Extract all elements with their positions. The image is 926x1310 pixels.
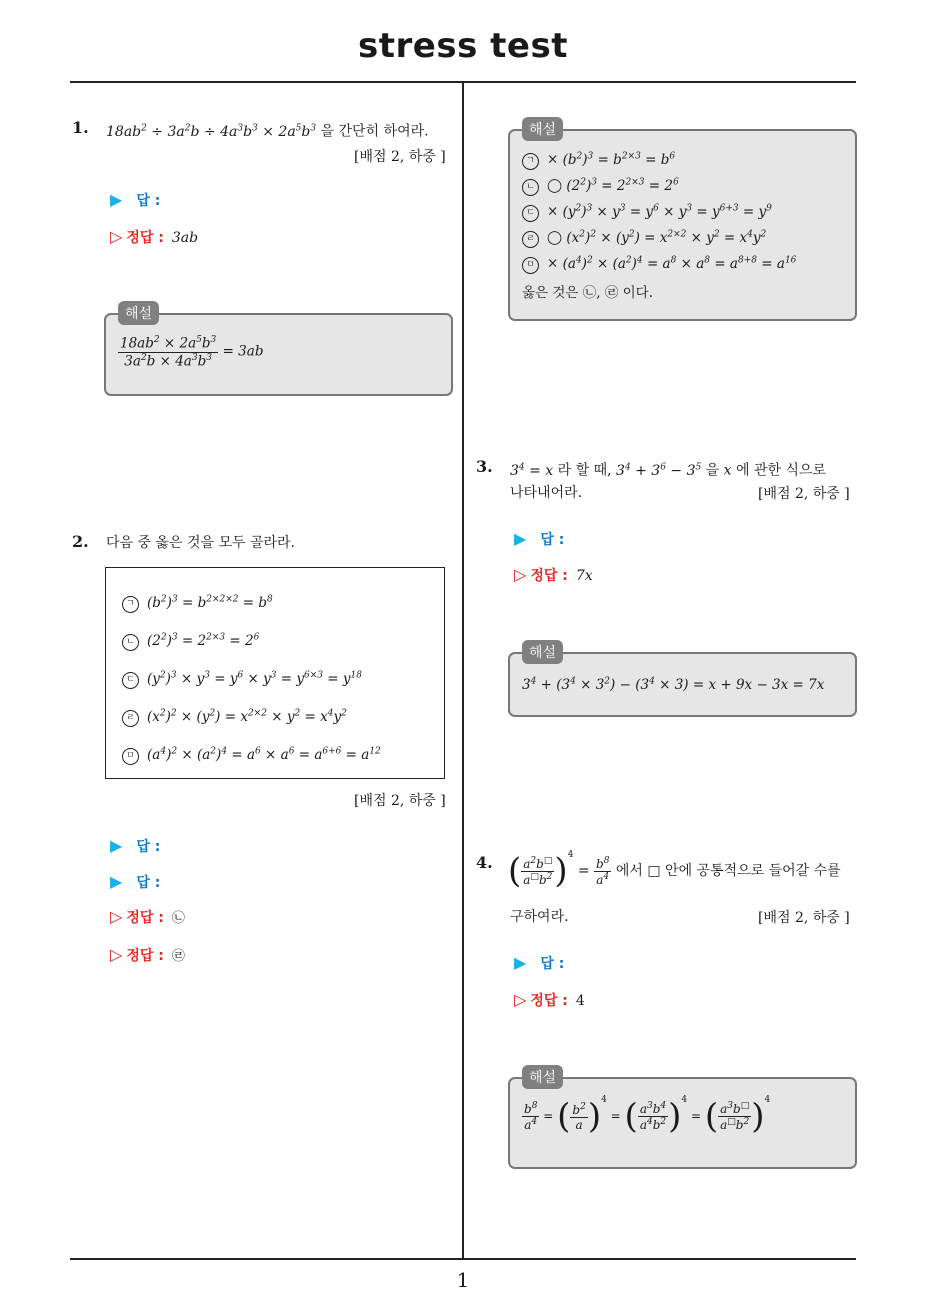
page-number: 1 [456,1268,470,1292]
choice-3: ㄷ $(y^2)^3 \times y^3 = y^6 \times y^3 = y^{6\times 3} = y^{18}$ [122,670,362,689]
question-3-number: 3. [476,457,493,476]
play-triangle-icon: ▶ [110,836,123,855]
explanation-tag: 해설 [522,1065,563,1089]
question-3-correct-answer: ▷ 정답 : 7x [514,565,593,584]
footer-rule [70,1258,856,1260]
question-2-correct-answer-2: ▷ 정답 : ㉣ [110,945,185,964]
question-1-explanation-box [104,306,453,396]
outline-triangle-icon: ▷ [110,227,123,246]
question-3-text: $3^4 = x$ 라 할 때, $3^4 + 3^6 - 3^5$ 을 x 에 관한 식으로 [510,462,827,479]
question-4-explanation: $\frac{b^8}{a^4}$ = ( $\frac{b^2}{a}$ )$^4$ = ( $\frac{a^3b^4}{a^4b^2}$ )$^4$ = ( $\frac{a^3b^□}{a^□b^2}$ )$^4$ [524,1095,771,1137]
explanation-line-1: ㄱ × $(b^2)^3 = b^{2\times 3} = b^6$ [522,151,675,170]
outline-triangle-icon: ▷ [110,945,123,964]
question-2-answer-field-1[interactable]: ▶ 답 : [110,836,161,855]
explanation-tag: 해설 [522,117,563,141]
choice-2: ㄴ $(2^2)^3 = 2^{2\times 3} = 2^6$ [122,632,259,651]
explanation-line-3: ㄷ × $(y^2)^3 \times y^3 = y^6 \times y^3 = y^{6+3} = y^9$ [522,203,772,222]
outline-triangle-icon: ▷ [514,565,527,584]
question-4-number: 4. [476,853,493,872]
play-triangle-icon: ▶ [110,190,123,209]
outline-triangle-icon: ▷ [514,990,527,1009]
question-1-correct-answer: ▷ 정답 : 3ab [110,227,199,246]
question-3-answer-field[interactable]: ▶ 답 : [514,529,565,548]
explanation-line-4: ㄹ ◯ $(x^2)^2 \times (y^2) = x^{2\times 2} \times y^2 = x^4y^2$ [522,229,766,248]
choice-1: ㄱ $(b^2)^3 = b^{2\times 2\times 2} = b^8$ [122,594,273,613]
question-3-explanation-box [508,645,857,717]
question-4-explanation-box [508,1070,857,1169]
question-2-correct-answer-1: ▷ 정답 : ㉡ [110,907,185,926]
question-2-number: 2. [72,532,89,551]
question-2-score: [배점 2, 하중 ] [354,793,446,809]
question-3-explanation: $3^4 + (3^4 \times 3^2) - (3^4 \times 3) = x + 9x - 3x = 7x$ [522,676,825,693]
question-1-answer-field[interactable]: ▶ 답 : [110,190,161,209]
question-2-answer-field-2[interactable]: ▶ 답 : [110,872,161,891]
choice-4: ㄹ $(x^2)^2 \times (y^2) = x^{2\times 2} \times y^2 = x^4y^2$ [122,708,347,727]
play-triangle-icon: ▶ [110,872,123,891]
question-4-formula: ( $\frac{a^2b^□}{a^□b^2}$ )$^4$ = $\frac{b^8}{a^4}$ 에서 □ 안에 공통적으로 들어갈 수를 [508,850,841,891]
question-1-number: 1. [72,118,89,137]
question-3-text-line2: 나타내어라. [510,485,583,501]
explanation-tag: 해설 [522,640,563,664]
question-4-text-line2: 구하여라. [510,909,569,925]
choice-5: ㅁ $(a^4)^2 \times (a^2)^4 = a^6 \times a^6 = a^{6+6} = a^{12}$ [122,746,381,765]
explanation-line-5: ㅁ × $(a^4)^2 \times (a^2)^4 = a^8 \times a^8 = a^{8+8} = a^{16}$ [522,255,796,274]
question-2-text: 다음 중 옳은 것을 모두 골라라. [106,535,295,551]
question-1-text: $18ab^2 \div 3a^2b \div 4a^3b^3 \times 2a^5b^3$ 을 간단히 하여라. [106,123,429,140]
question-1-score: [배점 2, 하중 ] [354,149,446,165]
column-divider [462,82,464,1259]
question-4-score: [배점 2, 하중 ] [758,910,850,926]
page-title: stress test [358,26,568,66]
play-triangle-icon: ▶ [514,529,527,548]
explanation-line-2: ㄴ ◯ $(2^2)^3 = 2^{2\times 3} = 2^6$ [522,177,679,196]
explanation-tag: 해설 [118,301,159,325]
question-3-score: [배점 2, 하중 ] [758,486,850,502]
play-triangle-icon: ▶ [514,953,527,972]
explanation-conclusion: 옳은 것은 ㉡, ㉣ 이다. [522,285,653,301]
question-1-explanation: $\frac{18ab^2 \times 2a^5b^3}{3a^2b \times 4a^3b^3}$ = 3ab [120,335,264,369]
question-4-correct-answer: ▷ 정답 : 4 [514,990,585,1009]
question-4-answer-field[interactable]: ▶ 답 : [514,953,565,972]
outline-triangle-icon: ▷ [110,907,123,926]
question-2-choices-box [105,567,445,779]
question-2-explanation-box [508,122,857,321]
